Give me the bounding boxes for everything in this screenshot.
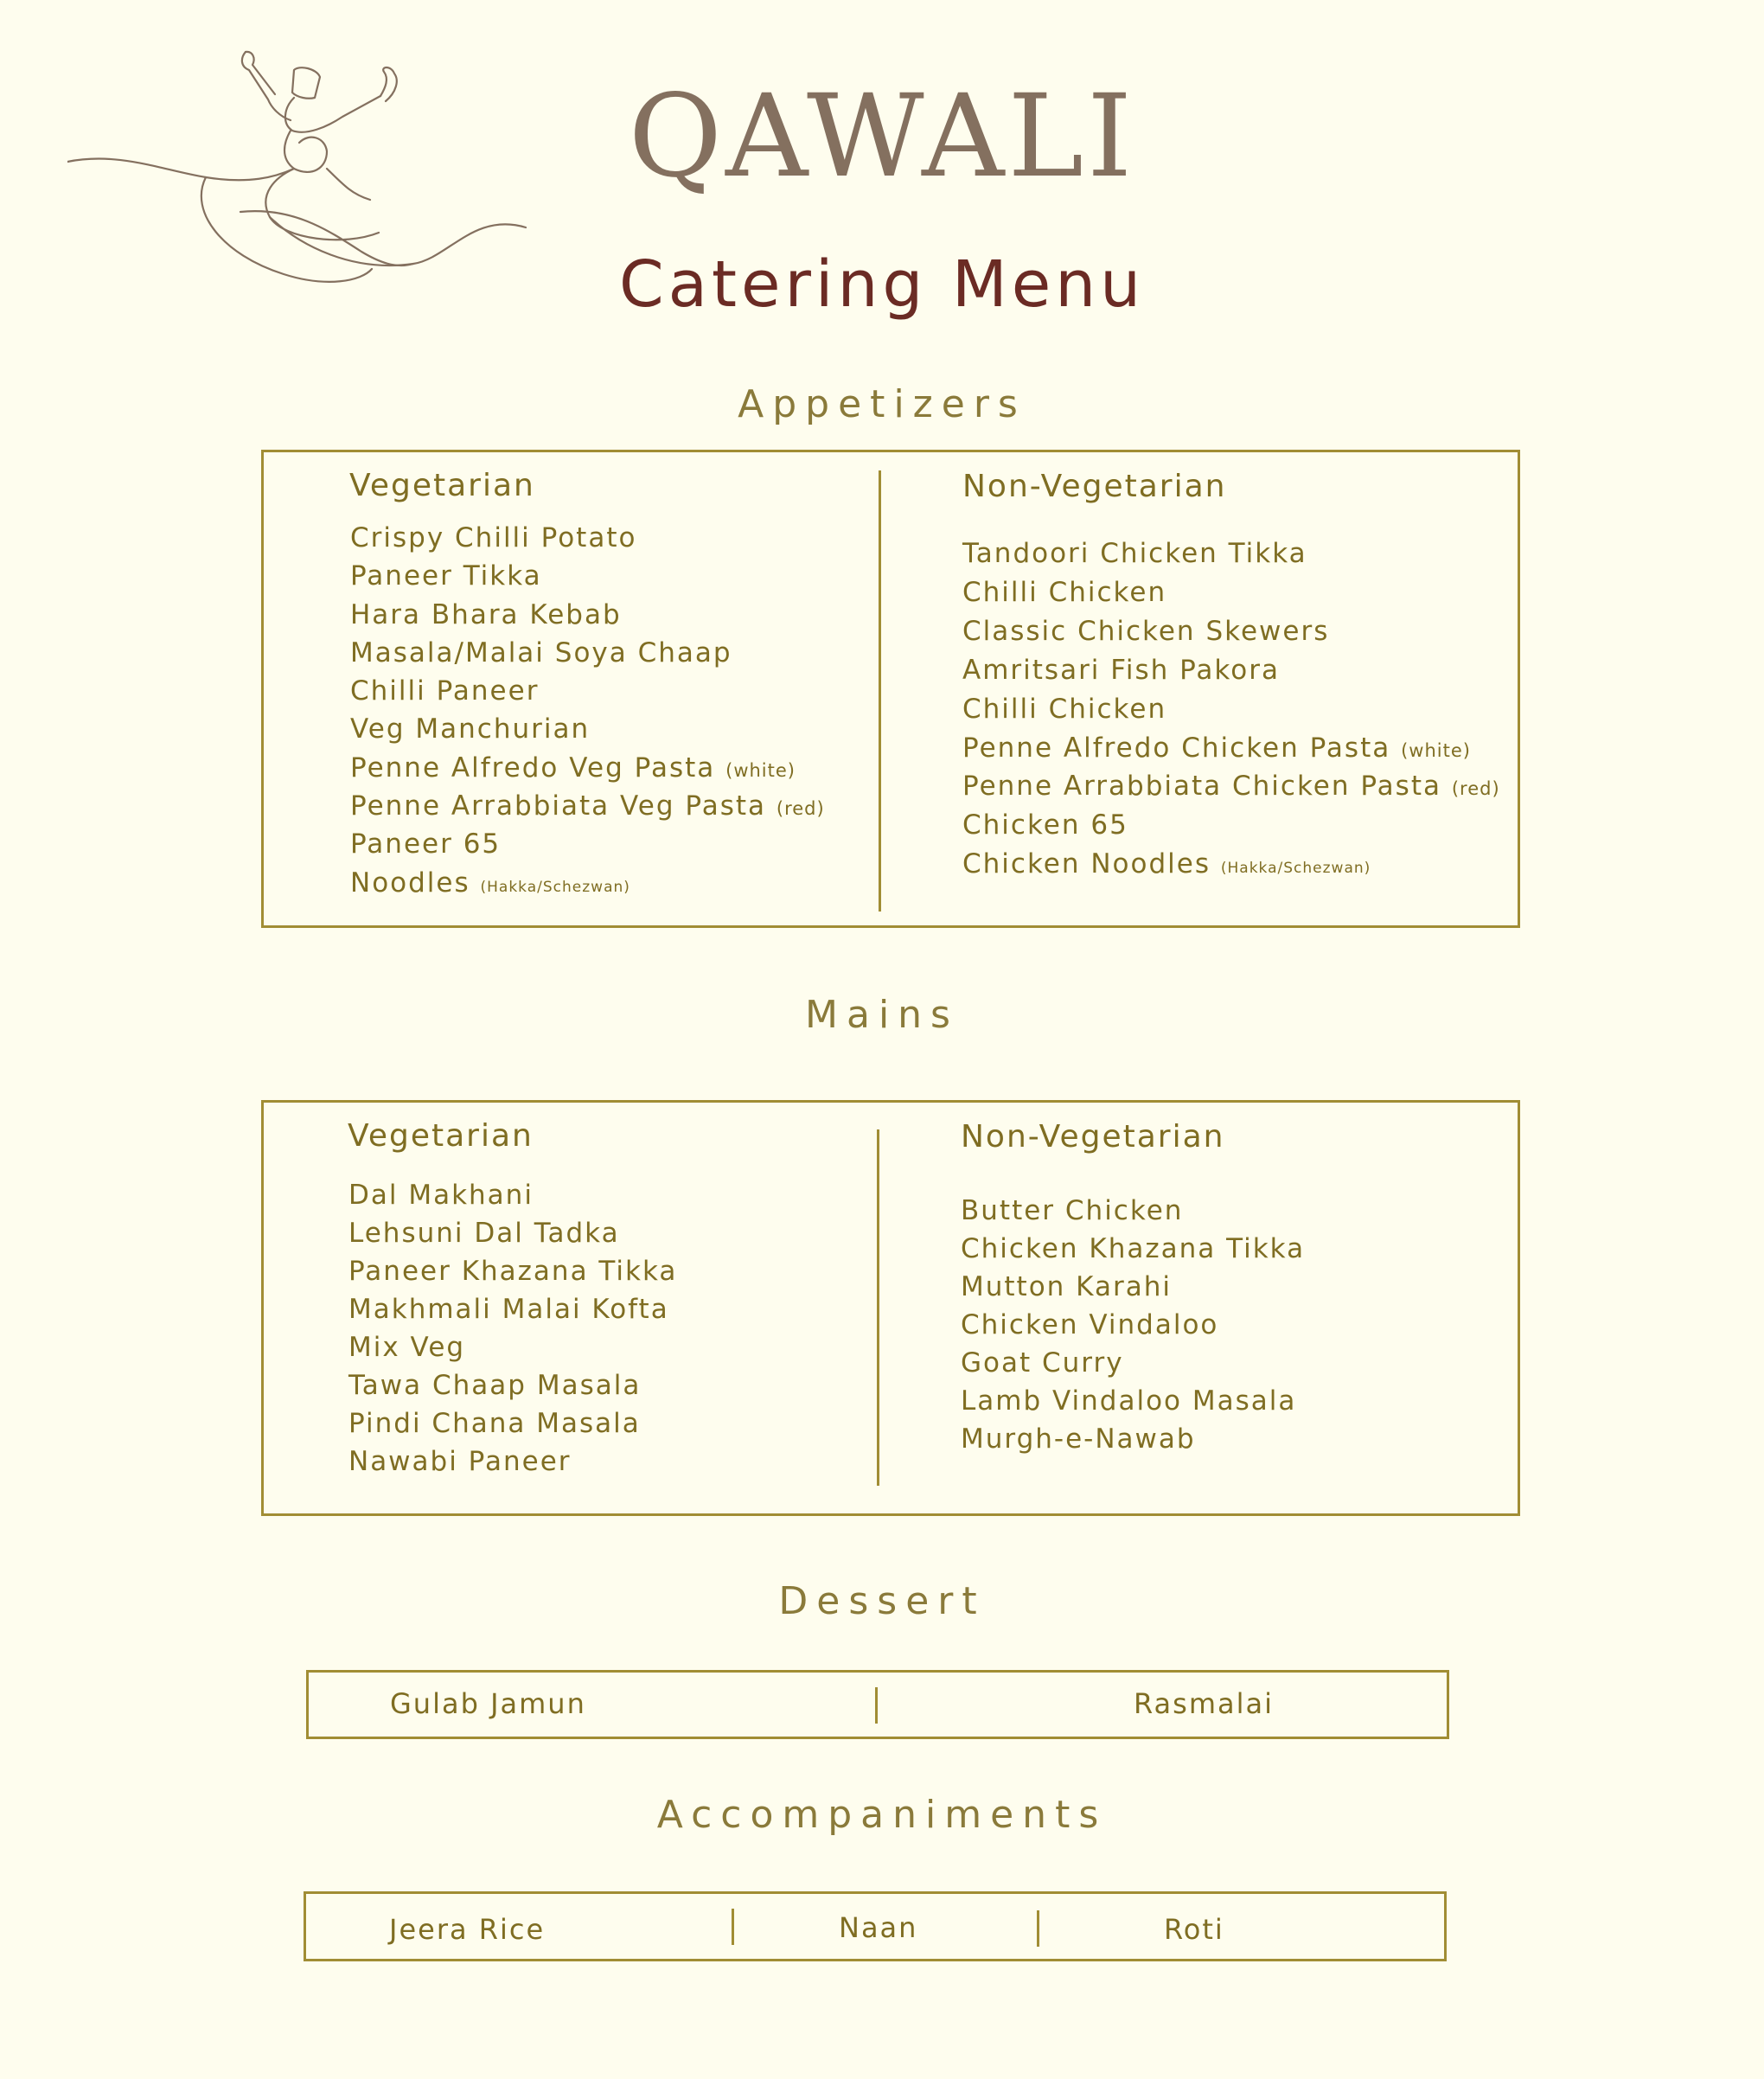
dessert-item-rasmalai: Rasmalai [1134, 1687, 1274, 1720]
mains-veg-heading: Vegetarian [348, 1118, 534, 1154]
dessert-divider [875, 1687, 878, 1724]
list-item: Crispy Chilli Potato [350, 522, 637, 553]
accompaniment-item-naan: Naan [839, 1911, 918, 1944]
list-item: Mix Veg [348, 1332, 466, 1363]
list-item: Chilli Chicken [962, 693, 1167, 725]
accompaniment-item-roti: Roti [1164, 1913, 1224, 1946]
list-item: Amritsari Fish Pakora [962, 654, 1280, 686]
list-item: Penne Alfredo Veg Pasta (white) [350, 752, 796, 784]
list-item: Classic Chicken Skewers [962, 615, 1330, 647]
list-item: Penne Alfredo Chicken Pasta (white) [962, 732, 1471, 764]
list-item: Lamb Vindaloo Masala [961, 1385, 1297, 1417]
list-item: Nawabi Paneer [348, 1446, 572, 1477]
dessert-item-gulab-jamun: Gulab Jamun [390, 1687, 586, 1720]
brand-logo-text: QAWALI [628, 70, 1136, 203]
appetizers-nonveg-heading: Non-Vegetarian [962, 469, 1227, 504]
appetizers-veg-list [350, 521, 825, 905]
list-item: Penne Arrabbiata Veg Pasta (red) [350, 790, 825, 822]
mains-nonveg-list [961, 1192, 1305, 1458]
list-item: Chicken Khazana Tikka [961, 1233, 1306, 1264]
section-title-appetizers: Appetizers [738, 382, 1026, 426]
list-item: Chilli Chicken [962, 576, 1167, 608]
appetizers-nonveg-list [962, 536, 1500, 887]
list-item: Lehsuni Dal Tadka [348, 1218, 620, 1249]
list-item: Dal Makhani [348, 1180, 534, 1211]
section-title-mains: Mains [805, 993, 959, 1037]
list-item: Pindi Chana Masala [348, 1408, 641, 1439]
list-item: Penne Arrabbiata Chicken Pasta (red) [962, 771, 1500, 803]
list-item: Masala/Malai Soya Chaap [350, 636, 732, 668]
section-title-accompaniments: Accompaniments [656, 1793, 1108, 1837]
list-item: Veg Manchurian [350, 713, 591, 745]
list-item: Goat Curry [961, 1347, 1124, 1379]
list-item: Tawa Chaap Masala [348, 1370, 642, 1401]
list-item: Paneer Khazana Tikka [348, 1256, 678, 1287]
page-title: Catering Menu [618, 247, 1146, 322]
list-item: Makhmali Malai Kofta [348, 1294, 669, 1325]
list-item: Butter Chicken [961, 1195, 1184, 1226]
list-item: Tandoori Chicken Tikka [962, 538, 1307, 569]
list-item: Noodles (Hakka/Schezwan) [350, 867, 630, 899]
mains-nonveg-heading: Non-Vegetarian [961, 1119, 1225, 1155]
list-item: Murgh-e-Nawab [961, 1423, 1196, 1455]
appetizers-veg-heading: Vegetarian [349, 468, 535, 503]
section-title-dessert: Dessert [778, 1579, 986, 1623]
list-item: Paneer 65 [350, 828, 502, 860]
list-item: Paneer Tikka [350, 560, 542, 592]
accompaniment-item-jeera-rice: Jeera Rice [389, 1913, 546, 1946]
list-item: Mutton Karahi [961, 1271, 1172, 1302]
accompaniments-divider-2 [1037, 1910, 1039, 1947]
list-item: Chicken Vindaloo [961, 1309, 1219, 1340]
mains-veg-list [348, 1176, 677, 1481]
mains-divider [877, 1129, 879, 1486]
appetizers-divider [879, 470, 881, 912]
accompaniments-divider-1 [732, 1909, 734, 1945]
list-item: Hara Bhara Kebab [350, 598, 622, 630]
list-item: Chicken 65 [962, 809, 1128, 841]
list-item: Chilli Paneer [350, 675, 540, 707]
list-item: Chicken Noodles (Hakka/Schezwan) [962, 848, 1371, 880]
